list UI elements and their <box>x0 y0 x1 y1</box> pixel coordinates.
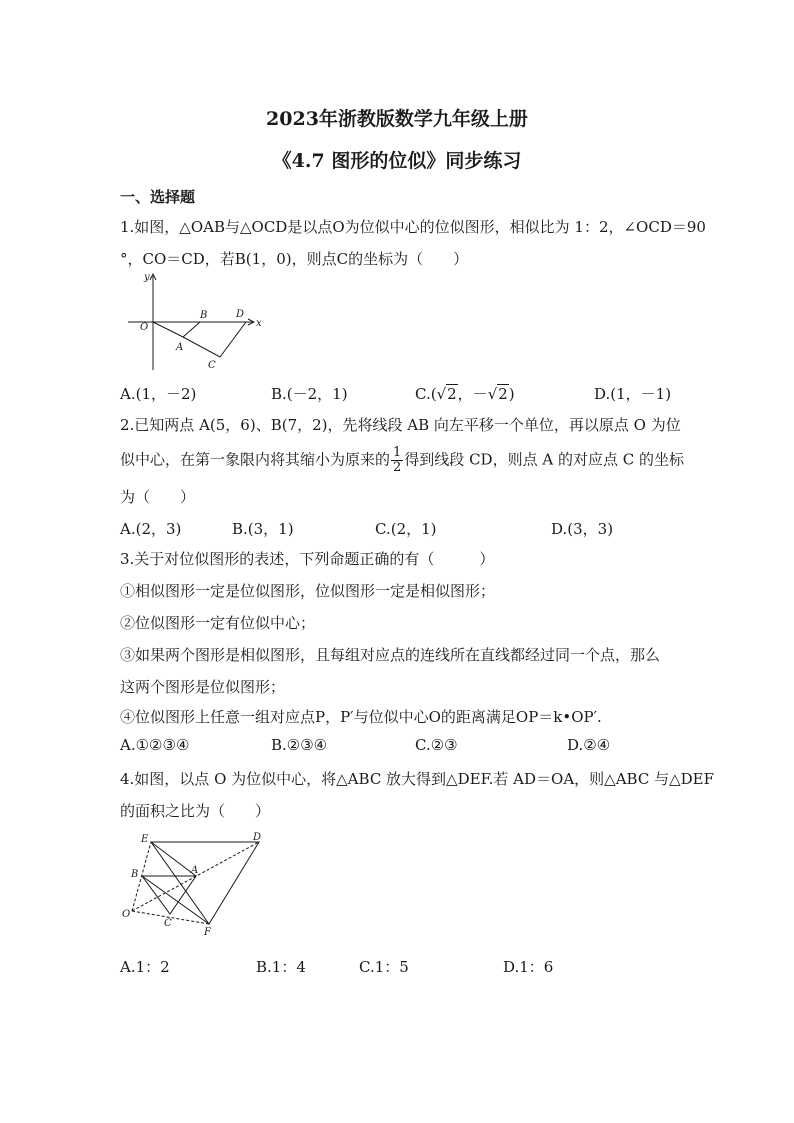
q3-statement-4: ④位似图形上任意一组对应点P，P′与位似中心O的距离满足OP＝k•OP′. <box>120 708 602 726</box>
q4-figure <box>118 828 273 940</box>
q4-label-o: O <box>122 909 131 920</box>
q4-label-d: D <box>253 832 262 843</box>
q1-option-a: A.(1，－2) <box>120 385 197 403</box>
q1-label-x: x <box>256 318 262 329</box>
q4-label-f: F <box>204 927 211 938</box>
q2-line-3: 为（ ） <box>120 488 196 506</box>
q1-label-b: B <box>200 310 208 321</box>
q4-label-c: C <box>164 918 172 929</box>
q3-option-d: D.②④ <box>567 736 611 754</box>
q1-label-c: C <box>208 360 216 371</box>
q1-option-d: D.(1，－1) <box>594 385 672 403</box>
q2-option-d: D.(3，3) <box>551 520 614 538</box>
q4-option-c: C.1：5 <box>359 958 409 976</box>
q1-line-2: °，CO＝CD，若B(1，0)，则点C的坐标为（ ） <box>120 250 469 268</box>
q2-line-2: 似中心，在第一象限内将其缩小为原来的 $\frac{1}{2}$ 得到线段 CD，则点 A 的对应点 C 的坐标 <box>120 445 684 475</box>
q4-line-2: 的面积之比为（ ） <box>120 802 271 820</box>
document-title: 2023年浙教版数学九年级上册 <box>266 108 528 130</box>
q4-label-b: B <box>131 869 139 880</box>
q1-line-1: 1.如图，△OAB与△OCD是以点O为位似中心的位似图形，相似比为 1：2，∠OCD＝90 <box>120 218 706 236</box>
q1-option-c: C.(√2，－√2) <box>415 385 515 403</box>
q4-segment-ea <box>151 842 199 876</box>
q3-statement-1: ①相似图形一定是位似图形，位似图形一定是相似图形； <box>120 582 496 600</box>
q1-label-a: A <box>176 342 184 353</box>
q1-label-y: y <box>144 272 150 283</box>
q3-line-1: 3.关于对位似图形的表述，下列命题正确的有（ ） <box>120 550 495 568</box>
q3-option-a: A.①②③④ <box>120 736 190 754</box>
q4-line-1: 4.如图，以点 O 为位似中心，将△ABC 放大得到△DEF.若 AD＝OA，则△ABC 与△DEF <box>120 770 715 788</box>
q4-label-e: E <box>141 834 149 845</box>
section-heading: 一、选择题 <box>120 188 196 206</box>
q3-statement-3b: 这两个图形是位似图形； <box>120 678 286 696</box>
q2-fraction: $\frac{1}{2}$ <box>393 445 402 475</box>
q1-triangle-ocd <box>183 322 246 357</box>
q3-option-b: B.②③④ <box>271 736 328 754</box>
q1-label-d: D <box>236 309 245 320</box>
q4-option-a: A.1：2 <box>120 958 170 976</box>
q1-option-b: B.(－2，1) <box>271 385 348 403</box>
q1-triangle-oab <box>153 322 200 337</box>
q3-option-c: C.②③ <box>415 736 458 754</box>
q2-option-c: C.(2，1) <box>375 520 437 538</box>
q3-statement-3a: ③如果两个图形是相似图形，且每组对应点的连线所在直线都经过同一个点，那么 <box>120 646 661 664</box>
q4-label-a: A <box>191 865 199 876</box>
document-subtitle: 《4.7 图形的位似》同步练习 <box>272 150 522 172</box>
q2-line-1: 2.已知两点 A(5，6)、B(7，2)，先将线段 AB 向左平移一个单位，再以原点 O 为位 <box>120 416 681 434</box>
q1-label-o: O <box>140 322 149 333</box>
q2-option-b: B.(3，1) <box>232 520 294 538</box>
q1-figure <box>120 270 270 375</box>
q4-option-d: D.1：6 <box>503 958 554 976</box>
q1-sqrt-2: √2 <box>487 385 508 403</box>
q3-statement-2: ②位似图形一定有位似中心； <box>120 614 316 632</box>
q1-sqrt-1: √2 <box>436 385 457 403</box>
q2-option-a: A.(2，3) <box>120 520 182 538</box>
q4-option-b: B.1：4 <box>256 958 306 976</box>
